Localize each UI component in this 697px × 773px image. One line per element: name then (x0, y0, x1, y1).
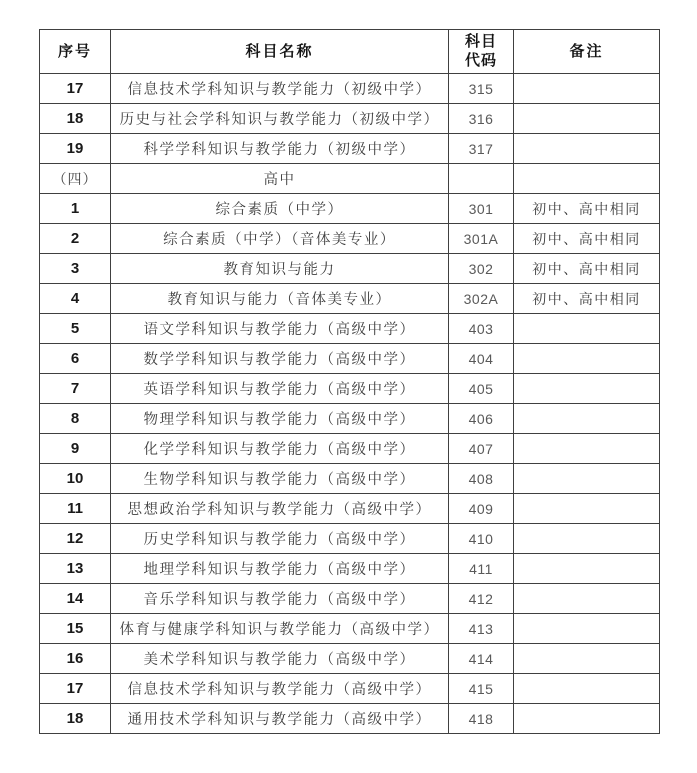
table-row (40, 524, 660, 554)
header-subject-code-label: 科目代码 (464, 33, 497, 69)
remark (514, 164, 660, 194)
remark: 初中、高中相同 (514, 284, 660, 314)
subject-name: 美术学科知识与教学能力（高级中学） (111, 644, 449, 674)
subject-name: 信息技术学科知识与教学能力（高级中学） (111, 674, 449, 704)
header-row (40, 30, 660, 74)
table-row (40, 374, 660, 404)
header-subject-code (449, 30, 514, 74)
subject-name: 教育知识与能力（音体美专业） (111, 284, 449, 314)
subject-name: 数学学科知识与教学能力（高级中学） (111, 344, 449, 374)
subject-code: 414 (449, 644, 514, 674)
subject-name: 思想政治学科知识与教学能力（高级中学） (111, 494, 449, 524)
subject-code: 302 (449, 254, 514, 284)
table-row (40, 284, 660, 314)
remark (514, 554, 660, 584)
row-number: 3 (40, 254, 111, 284)
remark (514, 464, 660, 494)
subject-name: 综合素质（中学）（音体美专业） (111, 224, 449, 254)
subject-name: 地理学科知识与教学能力（高级中学） (111, 554, 449, 584)
subject-code (449, 164, 514, 194)
row-number: 7 (40, 374, 111, 404)
remark (514, 434, 660, 464)
subject-code: 317 (449, 134, 514, 164)
subject-code: 316 (449, 104, 514, 134)
table-row (40, 164, 660, 194)
row-number: 10 (40, 464, 111, 494)
remark: 初中、高中相同 (514, 194, 660, 224)
table-row (40, 554, 660, 584)
table-row (40, 704, 660, 734)
subject-code: 409 (449, 494, 514, 524)
table-row (40, 314, 660, 344)
subject-code: 408 (449, 464, 514, 494)
table-row (40, 344, 660, 374)
row-number: 19 (40, 134, 111, 164)
subject-name: 综合素质（中学） (111, 194, 449, 224)
remark (514, 134, 660, 164)
subject-code-table (39, 29, 660, 734)
table-row (40, 134, 660, 164)
remark: 初中、高中相同 (514, 254, 660, 284)
remark (514, 404, 660, 434)
subject-code: 301A (449, 224, 514, 254)
subject-name: 音乐学科知识与教学能力（高级中学） (111, 584, 449, 614)
row-number: （四） (40, 164, 111, 194)
row-number: 13 (40, 554, 111, 584)
subject-code: 302A (449, 284, 514, 314)
table-row (40, 464, 660, 494)
row-number: 8 (40, 404, 111, 434)
row-number: 9 (40, 434, 111, 464)
subject-name: 通用技术学科知识与教学能力（高级中学） (111, 704, 449, 734)
subject-code: 315 (449, 74, 514, 104)
subject-name: 体育与健康学科知识与教学能力（高级中学） (111, 614, 449, 644)
subject-name: 教育知识与能力 (111, 254, 449, 284)
table-row (40, 494, 660, 524)
subject-code: 403 (449, 314, 514, 344)
row-number: 11 (40, 494, 111, 524)
row-number: 17 (40, 674, 111, 704)
row-number: 12 (40, 524, 111, 554)
row-number: 16 (40, 644, 111, 674)
row-number: 1 (40, 194, 111, 224)
subject-code: 405 (449, 374, 514, 404)
table-row (40, 224, 660, 254)
subject-code: 407 (449, 434, 514, 464)
subject-name: 物理学科知识与教学能力（高级中学） (111, 404, 449, 434)
remark: 初中、高中相同 (514, 224, 660, 254)
subject-name: 历史与社会学科知识与教学能力（初级中学） (111, 104, 449, 134)
subject-code: 410 (449, 524, 514, 554)
remark (514, 524, 660, 554)
table-row (40, 74, 660, 104)
remark (514, 674, 660, 704)
table-row (40, 674, 660, 704)
table-row (40, 434, 660, 464)
subject-name: 生物学科知识与教学能力（高级中学） (111, 464, 449, 494)
table-header (40, 30, 660, 74)
table-row (40, 584, 660, 614)
subject-code: 404 (449, 344, 514, 374)
remark (514, 314, 660, 344)
table-row (40, 254, 660, 284)
table-body (40, 74, 660, 734)
table-row (40, 404, 660, 434)
remark (514, 704, 660, 734)
header-serial-number: 序号 (40, 30, 111, 74)
row-number: 18 (40, 104, 111, 134)
table-row (40, 104, 660, 134)
subject-code: 418 (449, 704, 514, 734)
remark (514, 644, 660, 674)
remark (514, 104, 660, 134)
row-number: 15 (40, 614, 111, 644)
subject-code: 411 (449, 554, 514, 584)
subject-name: 语文学科知识与教学能力（高级中学） (111, 314, 449, 344)
table-row (40, 194, 660, 224)
subject-name: 信息技术学科知识与教学能力（初级中学） (111, 74, 449, 104)
subject-code: 412 (449, 584, 514, 614)
row-number: 14 (40, 584, 111, 614)
remark (514, 344, 660, 374)
table-row (40, 614, 660, 644)
subject-name: 历史学科知识与教学能力（高级中学） (111, 524, 449, 554)
subject-name: 科学学科知识与教学能力（初级中学） (111, 134, 449, 164)
subject-code: 406 (449, 404, 514, 434)
row-number: 4 (40, 284, 111, 314)
subject-code: 301 (449, 194, 514, 224)
remark (514, 494, 660, 524)
subject-code: 415 (449, 674, 514, 704)
table-row (40, 644, 660, 674)
row-number: 17 (40, 74, 111, 104)
subject-code: 413 (449, 614, 514, 644)
subject-name: 英语学科知识与教学能力（高级中学） (111, 374, 449, 404)
header-remark: 备注 (514, 30, 660, 74)
row-number: 18 (40, 704, 111, 734)
remark (514, 614, 660, 644)
subject-name: 化学学科知识与教学能力（高级中学） (111, 434, 449, 464)
subject-name: 高中 (111, 164, 449, 194)
header-subject-name: 科目名称 (111, 30, 449, 74)
remark (514, 74, 660, 104)
remark (514, 374, 660, 404)
row-number: 6 (40, 344, 111, 374)
row-number: 5 (40, 314, 111, 344)
remark (514, 584, 660, 614)
row-number: 2 (40, 224, 111, 254)
